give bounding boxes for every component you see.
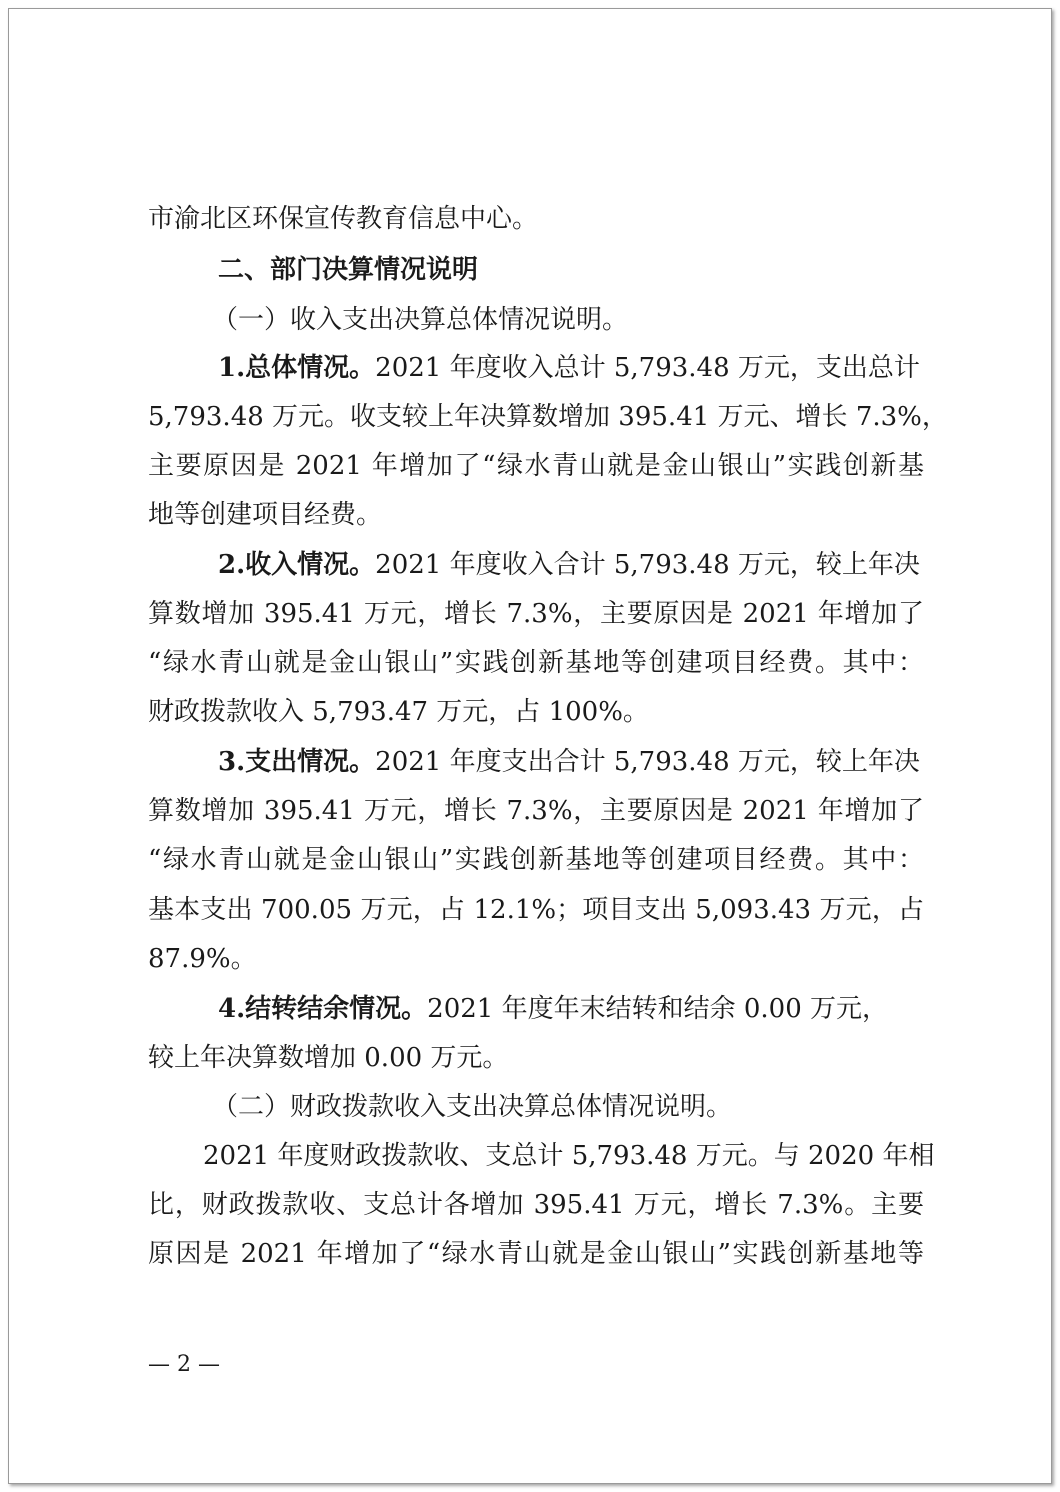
item-heading: 4.结转结余情况。 [218,994,428,1024]
paragraph-line [218,549,920,581]
section-heading: 二、部门决算情况说明 [218,255,479,285]
text-line: 市渝北区环保宣传教育信息中心。 [148,204,539,234]
paragraph-line: 算数增加 395.41 万元，增长 7.3%，主要原因是 2021 年增加了 [148,796,924,826]
paragraph-line: 算数增加 395.41 万元，增长 7.3%，主要原因是 2021 年增加了 [148,599,924,629]
paragraph-line: 地等创建项目经费。 [148,500,383,530]
page-number: — 2 — [148,1352,220,1377]
paragraph-line: 主要原因是 2021 年增加了“绿水青山就是金山银山”实践创新基 [148,451,924,481]
item-text: 2021 年度支出合计 5,793.48 万元，较上年决 [375,747,920,777]
paragraph-line: “绿水青山就是金山银山”实践创新基地等创建项目经费。其中： [148,648,924,678]
paragraph-line [218,352,920,384]
item-heading: 1.总体情况。 [218,353,376,383]
paragraph-line: “绿水青山就是金山银山”实践创新基地等创建项目经费。其中： [148,845,924,875]
subsection-heading: （二）财政拨款收入支出决算总体情况说明。 [212,1092,733,1122]
paragraph-line: 比，财政拨款收、支总计各增加 395.41 万元，增长 7.3%。主要 [148,1190,924,1220]
paragraph-line: 较上年决算数增加 0.00 万元。 [148,1043,509,1073]
paragraph-line [218,993,888,1025]
paragraph-line: 2021 年度财政拨款收、支总计 5,793.48 万元。与 2020 年相 [203,1141,935,1171]
item-text: 2021 年度收入合计 5,793.48 万元，较上年决 [375,550,920,580]
paragraph-line: 基本支出 700.05 万元，占 12.1%；项目支出 5,093.43 万元，占 [148,895,924,925]
paragraph-line [218,746,920,778]
item-text: 2021 年度收入总计 5,793.48 万元，支出总计 [375,353,920,383]
item-heading: 3.支出情况。 [218,747,376,777]
paragraph-line: 原因是 2021 年增加了“绿水青山就是金山银山”实践创新基地等 [148,1239,924,1269]
subsection-heading: （一）收入支出决算总体情况说明。 [212,305,629,335]
paragraph-line: 5,793.48 万元。收支较上年决算数增加 395.41 万元、增长 7.3%， [148,402,948,432]
paragraph-line: 87.9%。 [148,944,257,974]
item-text: 2021 年度年末结转和结余 0.00 万元， [427,994,889,1024]
paragraph-line: 财政拨款收入 5,793.47 万元，占 100%。 [148,697,649,727]
item-heading: 2.收入情况。 [218,550,376,580]
